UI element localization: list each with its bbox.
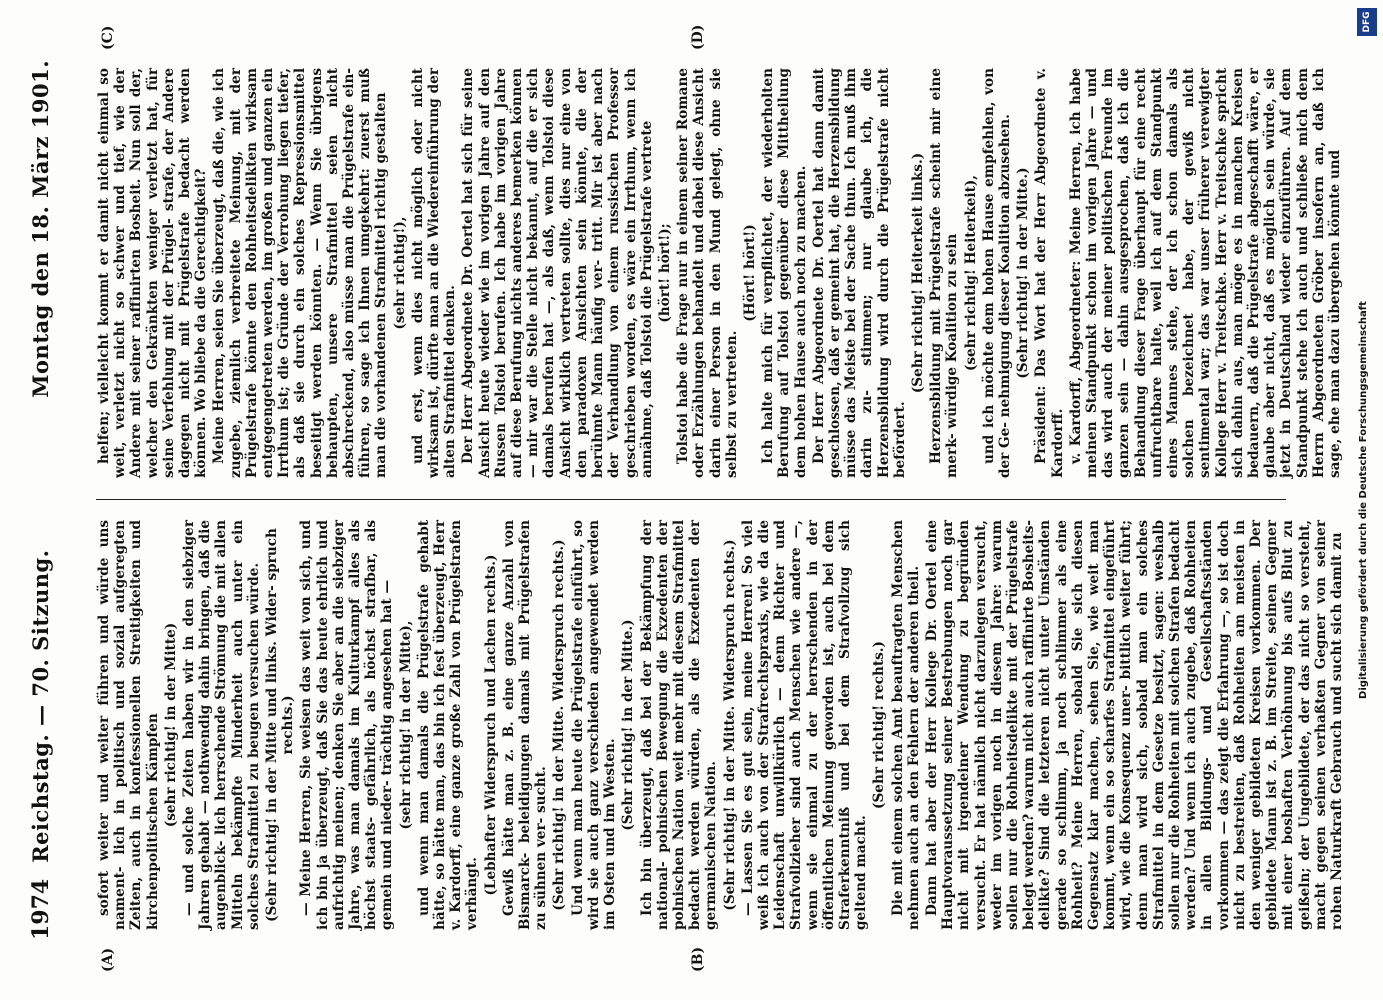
interjection: (Sehr richtig! in der Mitte. Widerspruch rechts.)	[721, 539, 738, 911]
paragraph: Der Herr Abgeordnete Dr. Oertel hat dann damit geschlossen, daß er gemeint hat, die Herzensbildung müsse das Meiste bei der Sache thun. Ich muß ihm darin zu- stimmen; nur glaube ich, die Herzensbildung wird durch die Prügelstrafe nicht befördert.	[810, 68, 908, 478]
interjection: (Sehr richtig! in der Mitte. Widerspruch rechts.)	[551, 539, 568, 911]
header-session: Reichstag. — 70. Sitzung.	[28, 549, 53, 863]
page-number: 1974	[28, 878, 54, 940]
paragraph: Präsident: Das Wort hat der Herr Abgeordnete v. Kardorff.	[1033, 68, 1066, 478]
paragraph: Ich halte mich für verpflichtet, der wiederholten Berufung auf Tolstoi gegenüber diese Mittheilung dem hohen Hause auch noch zu machen.	[760, 68, 809, 478]
interjection: (Sehr richtig! Heiterkeit links.)	[909, 152, 926, 394]
paragraph: — Lassen Sie es gut sein, meine Herren! So viel weiß ich auch von der Strafrechtspraxis, wie da die Leidenschaft unwillkürlich — denn Richter und Strafvollzieher sind auch Menschen wie andere —, wenn sie einmal zu der herrschenden in der öffentlichen Meinung geworden ist, auch bei dem Straferkenntniß und bei dem Strafvollzug sich geltend macht.	[739, 520, 870, 930]
text-column-right	[96, 68, 1344, 478]
paragraph: und erst, wenn dies nicht möglich oder nicht wirksam ist, dürfte man an die Wiedereinführung der alten Strafmittel denken.	[409, 68, 459, 478]
paragraph: v. Kardorff, Abgeordneter: Meine Herren, ich habe meinen Standpunkt schon im vorigen Jahre — und das wird auch der meiner politischen Freunde im ganzen sein — dahin ausgesprochen, daß ich die Behandlung dieser Frage überhaupt für eine recht unfruchtbare halte, weil ich auf dem Standpunkt eines Mannes stehe, der ich schon damals als solchen bezeichnet habe, der gewiß nicht sentimental war; das war unser früherer verewigter Kollege Herr v. Treitschke. Herr v. Treitschke spricht sich dahin aus, man möge es in manchen Kreisen bedauern, daß die Prügelstrafe abgeschafft wäre, er glaube aber nicht, daß es möglich sein würde, sie jetzt in Deutschland wieder einzuführen. Auf dem Standpunkt stehe ich auch und schließe mich dem Herrn Abgeordneten Gröber insofern an, daß ich sage, ehe man dazu übergehen könnte und	[1067, 68, 1344, 478]
paragraph: helfen; vielleicht kommt er damit nicht einmal so weit, verletzt nicht so schwer und tief, wie der Andere mit seiner raffinirten Bosheit. Nun soll der, welcher den Gekränkten weniger verletzt hat, für seine Verfehlung mit der Prügel- strafe, der Andere dagegen nicht mit Prügelstrafe bedacht werden können. Wo bliebe da die Gerechtigkeit?	[96, 68, 210, 478]
paragraph: Der Herr Abgeordnete Dr. Oertel hat sich für seine Ansicht heute wieder wie im vorigen Jahre auf den Russen Tolstoi berufen. Ich habe im vorigen Jahre auf diese Berufung nichts anderes bemerken können — mir war die Stelle nicht bekannt, auf die er sich damals berufen hat —, als daß, wenn Tolstoi diese Ansicht wirklich vertreten sollte, dies nur eine von den paradoxen Ansichten sein könnte, die der berühmte Mann häufig ver- tritt. Mir ist aber nach der Verhandlung von einem russischen Professor geschrieben worden, es wäre ein Irrthum, wenn ich annähme, daß Tolstoi die Prügelstrafe vertrete	[460, 68, 655, 478]
column-divider	[96, 499, 1286, 500]
paragraph: Dann hat aber der Herr Kollege Dr. Oertel eine Hauptvoraussetzung seiner Bestrebungen noch gar nicht mit irgendeiner Wendung zu begründen versucht. Er hat nämlich nicht darzulegen versucht, weder im vorigen noch in diesem Jahre: warum sollen nur die Rohheitsdelikte mit der Prügelstrafe belegt werden? warum nicht auch raffinirte Bosheits- delikte? Sind die letzteren nicht unter Umständen gerade so schlimm, ja noch schlimmer als eine Rohheit? Meine Herren, sobald Sie sich diesen Gegensatz klar machen, sehen Sie, wie weit man kommt, wenn ein so scharfes Strafmittel eingeführt wird, wie die Konsequenz uner- bittlich weiter führt; denn man wird sich, sobald man ein solches Strafmittel in dem Gesetze besitzt, sagen: weshalb sollen nur die Rohheiten mit solchen Strafen bedacht werden? Und wenn ich auch zugebe, daß Rohheiten in allen Bildungs- und Gesellschaftsständen vorkommen — das zeigt die Erfahrung —, so ist doch nicht zu bestreiten, daß Rohheiten am meisten in den weniger gebildeten Kreisen vorkommen. Der gebildete Mann ist z. B. im Streite, seinen Gegner mit einer boshaften Verhöhnung bis aufs Blut zu geißeln; der Ungebildete, der das nicht so versteht, macht gegen seinen verhaßten Gegner von seiner rohen Naturkraft Gebrauch und sucht sich damit zu	[923, 520, 1346, 930]
interjection: (sehr richtig! in der Mitte)	[162, 622, 179, 828]
interjection: (sehr richtig! Heiterkeit),	[962, 174, 979, 372]
paragraph: und ich möchte dem hohen Hause empfehlen, von der Ge- nehmigung dieser Koalition abzusehen.	[980, 68, 1013, 478]
margin-marker-d: (D)	[690, 24, 706, 50]
interjection: (Lebhafter Widerspruch und Lachen rechts.)	[482, 554, 499, 896]
interjection: (Hört! hört!)	[741, 224, 758, 322]
paragraph: Und wenn man heute die Prügelstrafe einführt, so wird sie auch ganz verschieden angewendet werden im Osten und im Westen.	[569, 520, 619, 930]
interjection: (sehr richtig!),	[391, 216, 408, 330]
margin-marker-b: (B)	[690, 946, 706, 972]
paragraph: Tolstoi habe die Frage nur in einem seiner Romane oder Erzählungen behandelt und dabei diese Ansicht darin einer Person in den Mund gelegt, ohne sie selbst zu vertreten.	[675, 68, 740, 478]
paragraph: sofort weiter und weiter führen und würde uns nament- lich in politisch und sozial aufgeregten Zeiten, auch in konfessionellen Streitigkeiten und kirchenpolitischen Kämpfen	[96, 520, 161, 930]
interjection: (hört! hört!);	[656, 223, 673, 323]
interjection: (Sehr richtig! in der Mitte und links. Wider- spruch rechts.)	[264, 528, 297, 922]
interjection: (Sehr richtig! in der Mitte.)	[1015, 167, 1032, 379]
paragraph: — Meine Herren, Sie weisen das weit von sich, und ich bin ja überzeugt, daß Sie das heute ehrlich und aufrichtig meinen; denken Sie aber an die siebziger Jahre, was man damals im Kulturkampf alles als höchst staats- gefährlich, als höchst strafbar, als gemein und nieder- trächtig angesehen hat —	[298, 520, 396, 930]
margin-marker-a: (A)	[100, 947, 116, 972]
digitization-credit: Digitalisierung gefördert durch die Deutsche Forschungsgemeinschaft	[1358, 301, 1369, 699]
header-date: Montag den 18. März 1901.	[28, 60, 53, 398]
page-header	[28, 60, 68, 940]
margin-marker-c: (C)	[100, 25, 116, 50]
paragraph: Die mit einem solchen Amt beauftragten Menschen nehmen auch an den Fehlern der anderen theil.	[889, 520, 922, 930]
paragraph: Meine Herren, seien Sie überzeugt, daß die, wie ich zugebe, ziemlich verbreitete Meinung, mit der Prügelstrafe könnte den Rohheitsdelikten wirksam entgegengetreten werden, im großen und ganzen ein Irrthum ist; die Gründe der Verrohung liegen tiefer, als daß sie durch ein solches Repressionsmittel beseitigt werden könnten. — Wenn Sie übrigens behaupten, unsere Strafmittel seien nicht abschreckend, also müsse man die Prügelstrafe ein- führen, so sage ich Ihnen umgekehrt: zuerst muß man die vorhandenen Strafmittel richtig gestalten	[211, 68, 390, 478]
paragraph: Herzensbildung mit Prügelstrafe scheint mir eine merk- würdige Koalition zu sein	[928, 68, 961, 478]
interjection: (sehr richtig! in der Mitte),	[397, 620, 414, 830]
interjection: (Sehr richtig! rechts.)	[871, 641, 888, 809]
interjection: (Sehr richtig! in der Mitte.)	[620, 619, 637, 831]
paragraph: — und solche Zeiten haben wir in den siebziger Jahren gehabt — nothwendig dahin bringen, daß die augenblick- lich herrschende Strömung die mit allen Mitteln bekämpfte Minderheit auch unter ein solches Strafmittel zu beugen versuchen würde.	[181, 520, 262, 930]
paragraph: Ich bin überzeugt, daß bei der Bekämpfung der national- polnischen Bewegung die Exzedenten der polnischen Nation weit mehr mit diesem Strafmittel bedacht werden würden, als die Exzedenten der germanischen Nation.	[638, 520, 720, 930]
dfg-logo: DFG	[1357, 8, 1377, 36]
text-column-left	[96, 520, 1346, 930]
paragraph: Gewiß hätte man z. B. eine ganze Anzahl von Bismarck- beleidigungen damals mit Prügelstrafen zu sühnen ver- sucht.	[500, 520, 550, 930]
paragraph: und wenn man damals die Prügelstrafe gehabt hätte, so hätte man, das bin ich fest überzeugt, Herr v. Kardorff, eine ganze große Zahl von Prügelstrafen verhängt.	[415, 520, 481, 930]
